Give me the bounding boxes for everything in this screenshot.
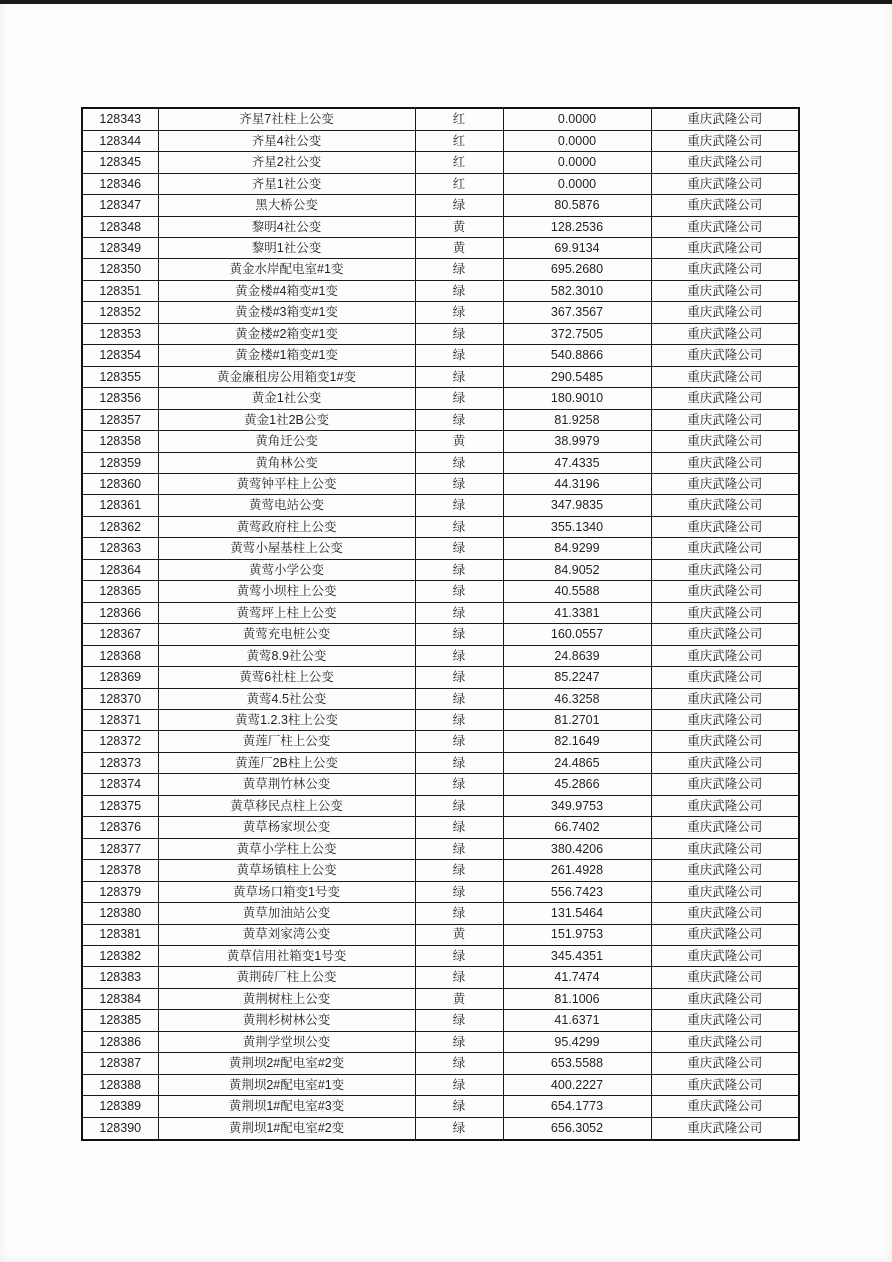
- cell-status: 绿: [415, 817, 503, 838]
- cell-value: 81.1006: [503, 988, 651, 1009]
- cell-transformer-name: 黄角迁公变: [158, 431, 415, 452]
- cell-transformer-name: 黄莺小学公变: [158, 559, 415, 580]
- cell-record-id: 128356: [82, 388, 158, 409]
- cell-company: 重庆武隆公司: [651, 795, 799, 816]
- table-row: [82, 881, 799, 902]
- cell-value: 400.2227: [503, 1074, 651, 1095]
- cell-value: 582.3010: [503, 280, 651, 301]
- cell-record-id: 128387: [82, 1053, 158, 1074]
- cell-transformer-name: 黑大桥公变: [158, 195, 415, 216]
- cell-value: 45.2866: [503, 774, 651, 795]
- cell-value: 24.4865: [503, 752, 651, 773]
- cell-record-id: 128363: [82, 538, 158, 559]
- cell-company: 重庆武隆公司: [651, 474, 799, 495]
- table-row: [82, 709, 799, 730]
- cell-value: 69.9134: [503, 238, 651, 259]
- cell-transformer-name: 黄荆坝2#配电室#2变: [158, 1053, 415, 1074]
- cell-company: 重庆武隆公司: [651, 624, 799, 645]
- cell-status: 绿: [415, 452, 503, 473]
- cell-transformer-name: 齐星1社公变: [158, 173, 415, 194]
- table-row: [82, 645, 799, 666]
- cell-value: 128.2536: [503, 216, 651, 237]
- cell-company: 重庆武隆公司: [651, 860, 799, 881]
- cell-value: 40.5588: [503, 581, 651, 602]
- table-row: [82, 1010, 799, 1031]
- cell-company: 重庆武隆公司: [651, 688, 799, 709]
- table-row: [82, 838, 799, 859]
- cell-company: 重庆武隆公司: [651, 452, 799, 473]
- cell-value: 80.5876: [503, 195, 651, 216]
- cell-value: 180.9010: [503, 388, 651, 409]
- cell-status: 绿: [415, 667, 503, 688]
- cell-record-id: 128381: [82, 924, 158, 945]
- cell-transformer-name: 黄莲厂2B柱上公变: [158, 752, 415, 773]
- cell-value: 24.8639: [503, 645, 651, 666]
- cell-company: 重庆武隆公司: [651, 259, 799, 280]
- table-row: [82, 945, 799, 966]
- cell-status: 绿: [415, 1010, 503, 1031]
- cell-value: 151.9753: [503, 924, 651, 945]
- cell-company: 重庆武隆公司: [651, 108, 799, 130]
- cell-value: 0.0000: [503, 130, 651, 151]
- cell-transformer-name: 黄莲厂柱上公变: [158, 731, 415, 752]
- cell-transformer-name: 黄草场镇柱上公变: [158, 860, 415, 881]
- cell-record-id: 128382: [82, 945, 158, 966]
- cell-value: 380.4206: [503, 838, 651, 859]
- cell-value: 0.0000: [503, 173, 651, 194]
- cell-status: 绿: [415, 752, 503, 773]
- table-row: [82, 860, 799, 881]
- cell-transformer-name: 黄金廉租房公用箱变1#变: [158, 366, 415, 387]
- cell-company: 重庆武隆公司: [651, 388, 799, 409]
- cell-record-id: 128390: [82, 1117, 158, 1140]
- cell-value: 85.2247: [503, 667, 651, 688]
- cell-transformer-name: 黄草刘家湾公变: [158, 924, 415, 945]
- table-row: [82, 1117, 799, 1140]
- table-row: [82, 366, 799, 387]
- cell-value: 347.9835: [503, 495, 651, 516]
- cell-company: 重庆武隆公司: [651, 1096, 799, 1117]
- cell-record-id: 128351: [82, 280, 158, 301]
- cell-status: 绿: [415, 516, 503, 537]
- cell-value: 84.9052: [503, 559, 651, 580]
- table-row: [82, 667, 799, 688]
- cell-company: 重庆武隆公司: [651, 774, 799, 795]
- cell-value: 160.0557: [503, 624, 651, 645]
- cell-status: 绿: [415, 1053, 503, 1074]
- cell-company: 重庆武隆公司: [651, 1010, 799, 1031]
- cell-record-id: 128367: [82, 624, 158, 645]
- cell-status: 绿: [415, 474, 503, 495]
- cell-record-id: 128362: [82, 516, 158, 537]
- cell-transformer-name: 黄荆坝2#配电室#1变: [158, 1074, 415, 1095]
- cell-value: 349.9753: [503, 795, 651, 816]
- cell-company: 重庆武隆公司: [651, 345, 799, 366]
- cell-record-id: 128385: [82, 1010, 158, 1031]
- cell-transformer-name: 黄金楼#3箱变#1变: [158, 302, 415, 323]
- cell-company: 重庆武隆公司: [651, 538, 799, 559]
- table-row: [82, 602, 799, 623]
- cell-record-id: 128368: [82, 645, 158, 666]
- cell-record-id: 128372: [82, 731, 158, 752]
- table-row: [82, 474, 799, 495]
- cell-company: 重庆武隆公司: [651, 323, 799, 344]
- cell-record-id: 128371: [82, 709, 158, 730]
- cell-transformer-name: 黄金楼#2箱变#1变: [158, 323, 415, 344]
- table-row: [82, 173, 799, 194]
- cell-value: 0.0000: [503, 152, 651, 173]
- cell-record-id: 128346: [82, 173, 158, 194]
- cell-status: 绿: [415, 688, 503, 709]
- table-row: [82, 259, 799, 280]
- cell-value: 367.3567: [503, 302, 651, 323]
- cell-status: 绿: [415, 538, 503, 559]
- table-row: [82, 431, 799, 452]
- cell-value: 695.2680: [503, 259, 651, 280]
- cell-record-id: 128376: [82, 817, 158, 838]
- table-row: [82, 130, 799, 151]
- cell-transformer-name: 黄莺小屋基柱上公变: [158, 538, 415, 559]
- table-row: [82, 688, 799, 709]
- cell-record-id: 128347: [82, 195, 158, 216]
- cell-status: 绿: [415, 495, 503, 516]
- cell-transformer-name: 黄草荆竹林公变: [158, 774, 415, 795]
- cell-transformer-name: 黄莺充电桩公变: [158, 624, 415, 645]
- records-table-body: [82, 108, 799, 1140]
- cell-transformer-name: 黄金楼#1箱变#1变: [158, 345, 415, 366]
- cell-company: 重庆武隆公司: [651, 645, 799, 666]
- cell-record-id: 128358: [82, 431, 158, 452]
- table-row: [82, 774, 799, 795]
- cell-record-id: 128366: [82, 602, 158, 623]
- cell-company: 重庆武隆公司: [651, 752, 799, 773]
- cell-value: 84.9299: [503, 538, 651, 559]
- table-row: [82, 624, 799, 645]
- cell-transformer-name: 黄草小学柱上公变: [158, 838, 415, 859]
- cell-company: 重庆武隆公司: [651, 1074, 799, 1095]
- cell-record-id: 128353: [82, 323, 158, 344]
- cell-company: 重庆武隆公司: [651, 280, 799, 301]
- cell-company: 重庆武隆公司: [651, 817, 799, 838]
- cell-record-id: 128349: [82, 238, 158, 259]
- cell-company: 重庆武隆公司: [651, 602, 799, 623]
- cell-status: 绿: [415, 1096, 503, 1117]
- cell-status: 绿: [415, 860, 503, 881]
- records-table-wrap: [81, 107, 798, 1141]
- cell-company: 重庆武隆公司: [651, 967, 799, 988]
- cell-status: 黄: [415, 988, 503, 1009]
- cell-transformer-name: 黄莺电站公变: [158, 495, 415, 516]
- cell-company: 重庆武隆公司: [651, 838, 799, 859]
- cell-transformer-name: 黄荆砖厂柱上公变: [158, 967, 415, 988]
- cell-status: 绿: [415, 388, 503, 409]
- cell-company: 重庆武隆公司: [651, 495, 799, 516]
- cell-status: 绿: [415, 838, 503, 859]
- cell-record-id: 128360: [82, 474, 158, 495]
- cell-value: 41.3381: [503, 602, 651, 623]
- cell-record-id: 128355: [82, 366, 158, 387]
- cell-record-id: 128365: [82, 581, 158, 602]
- cell-company: 重庆武隆公司: [651, 516, 799, 537]
- cell-transformer-name: 黄莺8.9社公变: [158, 645, 415, 666]
- cell-value: 656.3052: [503, 1117, 651, 1140]
- cell-transformer-name: 黄莺6社柱上公变: [158, 667, 415, 688]
- cell-value: 46.3258: [503, 688, 651, 709]
- cell-value: 41.7474: [503, 967, 651, 988]
- cell-value: 654.1773: [503, 1096, 651, 1117]
- cell-status: 绿: [415, 1031, 503, 1052]
- table-row: [82, 345, 799, 366]
- page-top-edge-bar: [0, 0, 892, 4]
- cell-value: 540.8866: [503, 345, 651, 366]
- cell-company: 重庆武隆公司: [651, 988, 799, 1009]
- table-row: [82, 323, 799, 344]
- cell-company: 重庆武隆公司: [651, 431, 799, 452]
- cell-value: 38.9979: [503, 431, 651, 452]
- cell-record-id: 128364: [82, 559, 158, 580]
- cell-status: 绿: [415, 709, 503, 730]
- table-row: [82, 817, 799, 838]
- cell-status: 绿: [415, 409, 503, 430]
- table-row: [82, 216, 799, 237]
- cell-value: 345.4351: [503, 945, 651, 966]
- cell-transformer-name: 黄莺政府柱上公变: [158, 516, 415, 537]
- cell-record-id: 128384: [82, 988, 158, 1009]
- cell-value: 0.0000: [503, 108, 651, 130]
- cell-transformer-name: 黄莺1.2.3柱上公变: [158, 709, 415, 730]
- cell-value: 131.5464: [503, 903, 651, 924]
- table-row: [82, 731, 799, 752]
- cell-company: 重庆武隆公司: [651, 152, 799, 173]
- cell-company: 重庆武隆公司: [651, 238, 799, 259]
- cell-status: 绿: [415, 624, 503, 645]
- cell-company: 重庆武隆公司: [651, 173, 799, 194]
- cell-company: 重庆武隆公司: [651, 709, 799, 730]
- cell-status: 绿: [415, 774, 503, 795]
- table-row: [82, 516, 799, 537]
- table-row: [82, 280, 799, 301]
- cell-transformer-name: 黄金1社公变: [158, 388, 415, 409]
- cell-record-id: 128344: [82, 130, 158, 151]
- cell-transformer-name: 黄金楼#4箱变#1变: [158, 280, 415, 301]
- cell-company: 重庆武隆公司: [651, 731, 799, 752]
- table-row: [82, 238, 799, 259]
- table-row: [82, 559, 799, 580]
- table-row: [82, 409, 799, 430]
- cell-transformer-name: 黎明4社公变: [158, 216, 415, 237]
- cell-record-id: 128348: [82, 216, 158, 237]
- cell-value: 81.9258: [503, 409, 651, 430]
- table-row: [82, 924, 799, 945]
- cell-record-id: 128380: [82, 903, 158, 924]
- cell-value: 82.1649: [503, 731, 651, 752]
- cell-record-id: 128377: [82, 838, 158, 859]
- cell-company: 重庆武隆公司: [651, 216, 799, 237]
- cell-company: 重庆武隆公司: [651, 667, 799, 688]
- cell-company: 重庆武隆公司: [651, 366, 799, 387]
- cell-transformer-name: 黄草杨家坝公变: [158, 817, 415, 838]
- table-row: [82, 795, 799, 816]
- cell-status: 黄: [415, 238, 503, 259]
- cell-value: 41.6371: [503, 1010, 651, 1031]
- table-row: [82, 903, 799, 924]
- cell-status: 绿: [415, 945, 503, 966]
- cell-record-id: 128359: [82, 452, 158, 473]
- cell-record-id: 128345: [82, 152, 158, 173]
- cell-company: 重庆武隆公司: [651, 409, 799, 430]
- cell-record-id: 128379: [82, 881, 158, 902]
- cell-company: 重庆武隆公司: [651, 903, 799, 924]
- table-row: [82, 1096, 799, 1117]
- cell-record-id: 128350: [82, 259, 158, 280]
- cell-record-id: 128378: [82, 860, 158, 881]
- cell-company: 重庆武隆公司: [651, 559, 799, 580]
- cell-value: 355.1340: [503, 516, 651, 537]
- table-row: [82, 195, 799, 216]
- cell-status: 绿: [415, 559, 503, 580]
- cell-transformer-name: 黄金1社2B公变: [158, 409, 415, 430]
- table-row: [82, 302, 799, 323]
- cell-company: 重庆武隆公司: [651, 1117, 799, 1140]
- cell-company: 重庆武隆公司: [651, 924, 799, 945]
- cell-record-id: 128388: [82, 1074, 158, 1095]
- cell-record-id: 128343: [82, 108, 158, 130]
- cell-value: 81.2701: [503, 709, 651, 730]
- cell-value: 261.4928: [503, 860, 651, 881]
- cell-status: 绿: [415, 323, 503, 344]
- cell-status: 绿: [415, 1117, 503, 1140]
- cell-record-id: 128361: [82, 495, 158, 516]
- cell-transformer-name: 黄角林公变: [158, 452, 415, 473]
- cell-transformer-name: 齐星7社柱上公变: [158, 108, 415, 130]
- cell-status: 绿: [415, 645, 503, 666]
- table-row: [82, 752, 799, 773]
- table-row: [82, 388, 799, 409]
- table-row: [82, 581, 799, 602]
- cell-status: 绿: [415, 345, 503, 366]
- table-row: [82, 495, 799, 516]
- cell-status: 绿: [415, 967, 503, 988]
- cell-transformer-name: 黄荆学堂坝公变: [158, 1031, 415, 1052]
- cell-company: 重庆武隆公司: [651, 195, 799, 216]
- cell-transformer-name: 黄莺小坝柱上公变: [158, 581, 415, 602]
- cell-status: 绿: [415, 602, 503, 623]
- cell-company: 重庆武隆公司: [651, 881, 799, 902]
- cell-value: 95.4299: [503, 1031, 651, 1052]
- cell-transformer-name: 黄莺钟平柱上公变: [158, 474, 415, 495]
- cell-record-id: 128352: [82, 302, 158, 323]
- cell-transformer-name: 黄荆坝1#配电室#3变: [158, 1096, 415, 1117]
- cell-record-id: 128370: [82, 688, 158, 709]
- cell-status: 黄: [415, 924, 503, 945]
- cell-status: 黄: [415, 216, 503, 237]
- cell-status: 红: [415, 152, 503, 173]
- table-row: [82, 152, 799, 173]
- cell-transformer-name: 黄金水岸配电室#1变: [158, 259, 415, 280]
- cell-value: 653.5588: [503, 1053, 651, 1074]
- table-row: [82, 988, 799, 1009]
- cell-value: 66.7402: [503, 817, 651, 838]
- cell-status: 绿: [415, 366, 503, 387]
- table-row: [82, 1031, 799, 1052]
- records-table: [81, 107, 800, 1141]
- cell-record-id: 128373: [82, 752, 158, 773]
- cell-company: 重庆武隆公司: [651, 1053, 799, 1074]
- table-row: [82, 108, 799, 130]
- table-row: [82, 538, 799, 559]
- cell-record-id: 128383: [82, 967, 158, 988]
- cell-value: 556.7423: [503, 881, 651, 902]
- cell-transformer-name: 黄莺坪上柱上公变: [158, 602, 415, 623]
- cell-status: 绿: [415, 581, 503, 602]
- cell-transformer-name: 黄荆杉树林公变: [158, 1010, 415, 1031]
- cell-transformer-name: 黄荆树柱上公变: [158, 988, 415, 1009]
- cell-status: 绿: [415, 302, 503, 323]
- cell-transformer-name: 黄草加油站公变: [158, 903, 415, 924]
- cell-status: 红: [415, 108, 503, 130]
- cell-status: 绿: [415, 195, 503, 216]
- cell-transformer-name: 黎明1社公变: [158, 238, 415, 259]
- cell-record-id: 128374: [82, 774, 158, 795]
- cell-status: 绿: [415, 280, 503, 301]
- cell-record-id: 128389: [82, 1096, 158, 1117]
- cell-transformer-name: 齐星4社公变: [158, 130, 415, 151]
- cell-company: 重庆武隆公司: [651, 945, 799, 966]
- cell-record-id: 128375: [82, 795, 158, 816]
- cell-company: 重庆武隆公司: [651, 581, 799, 602]
- cell-transformer-name: 齐星2社公变: [158, 152, 415, 173]
- cell-transformer-name: 黄草信用社箱变1号变: [158, 945, 415, 966]
- cell-status: 红: [415, 173, 503, 194]
- table-row: [82, 452, 799, 473]
- cell-transformer-name: 黄莺4.5社公变: [158, 688, 415, 709]
- cell-record-id: 128386: [82, 1031, 158, 1052]
- table-row: [82, 967, 799, 988]
- cell-company: 重庆武隆公司: [651, 302, 799, 323]
- table-row: [82, 1053, 799, 1074]
- cell-value: 372.7505: [503, 323, 651, 344]
- cell-transformer-name: 黄草移民点柱上公变: [158, 795, 415, 816]
- cell-record-id: 128354: [82, 345, 158, 366]
- cell-transformer-name: 黄荆坝1#配电室#2变: [158, 1117, 415, 1140]
- cell-status: 绿: [415, 731, 503, 752]
- cell-status: 绿: [415, 795, 503, 816]
- cell-status: 绿: [415, 1074, 503, 1095]
- table-row: [82, 1074, 799, 1095]
- cell-status: 红: [415, 130, 503, 151]
- cell-value: 290.5485: [503, 366, 651, 387]
- cell-transformer-name: 黄草场口箱变1号变: [158, 881, 415, 902]
- cell-value: 44.3196: [503, 474, 651, 495]
- cell-status: 绿: [415, 903, 503, 924]
- cell-company: 重庆武隆公司: [651, 130, 799, 151]
- cell-record-id: 128357: [82, 409, 158, 430]
- cell-company: 重庆武隆公司: [651, 1031, 799, 1052]
- cell-status: 绿: [415, 259, 503, 280]
- cell-status: 黄: [415, 431, 503, 452]
- cell-value: 47.4335: [503, 452, 651, 473]
- cell-status: 绿: [415, 881, 503, 902]
- cell-record-id: 128369: [82, 667, 158, 688]
